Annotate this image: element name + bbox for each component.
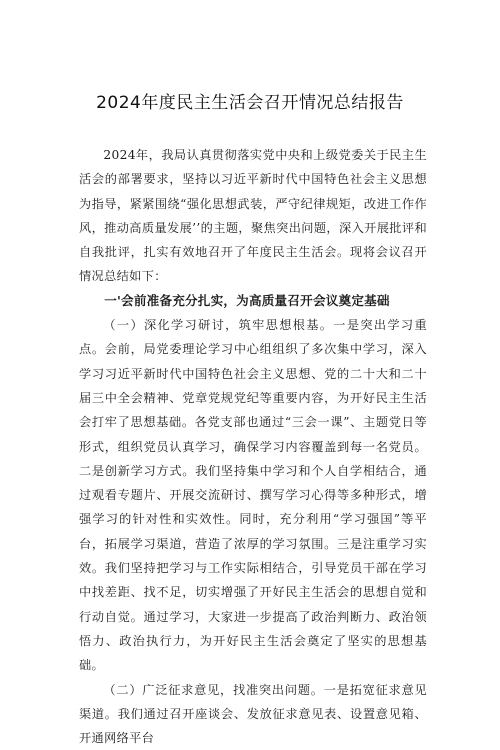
section-1-paragraph-1: （一）深化学习研讨，筑牢思想根基。一是突出学习重点。会前，局党委理论学习中心组组织了多次集中学习，深入学习习近平新时代中国特色社会主义思想、党的二十大和二十届三中全会精神、党章党规党纪等重要内容，为开好民主生活会打牢了思想基础。各党支部也通过“三会一课”、主题党日等形式，组织党员认真学习，确保学习内容覆盖到每一名党员。二是创新学习方式。我们坚持集中学习和个人自学相结合，通过观看专题片、开展交流研讨、撰写学习心得等多种形式，增强学习的针对性和实效性。同时，充分利用“学习强国”等平台，拓展学习渠道，营造了浓厚的学习氛围。三是注重学习实效。我们坚持把学习与工作实际相结合，引导党员干部在学习中找差距、找不足，切实增强了开好民主生活会的思想自觉和行动自觉。通过学习，大家进一步提高了政治判断力、政治领悟力、政治执行力，为开好民主生活会奠定了坚实的思想基础。	[79, 318, 427, 673]
document-title: 2024年度民主生活会召开情况总结报告	[96, 93, 404, 113]
intro-paragraph: 2024年，我局认真贯彻落实党中央和上级党委关于民主生活会的部署要求，坚持以习近平新时代中国特色社会主义思想为指导，紧紧围绕“强化思想武装，严守纪律规矩，改进工作作风，推动高质量发展’’的主题，聚焦突出问题，深入开展批评和自我批评，扎实有效地召开了年度民主生活会。现将会议召开情况总结如下：	[79, 148, 427, 284]
section-heading-1: 一'会前准备充分扎实，为高质量召开会议奠定基础	[104, 292, 390, 308]
section-1-paragraph-2: （二）广泛征求意见，找准突出问题。一是拓宽征求意见渠道。我们通过召开座谈会、发放征求意见表、设置意见箱、开通网络平台	[79, 682, 427, 746]
document-body	[79, 143, 427, 750]
